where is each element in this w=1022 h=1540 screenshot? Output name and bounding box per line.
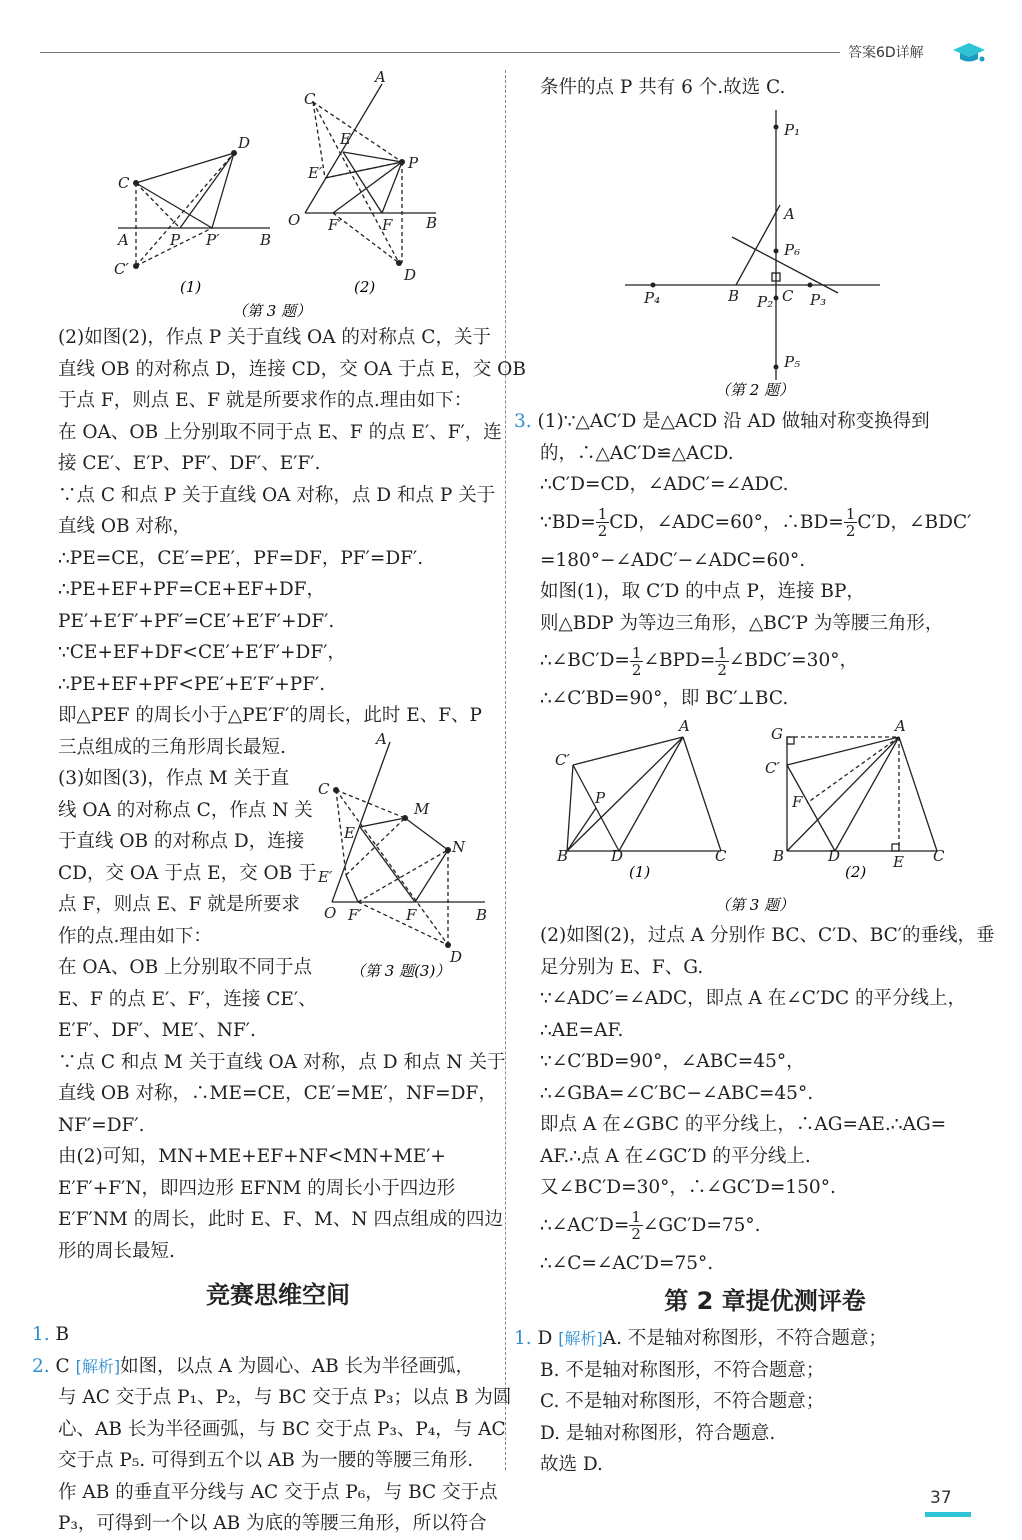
text-line: AF.∴点 A 在∠GC′D 的平分线上. — [540, 1145, 811, 1167]
figure-2-right — [620, 105, 890, 405]
text-span: A. 不是轴对称图形，不符合题意； — [602, 1328, 887, 1349]
text-line: E′F′+F′N，即四边形 EFNM 的周长小于四边形 — [58, 1177, 456, 1199]
text-line: 由(2)可知，MN+ME+EF+NF<MN+ME′+ — [58, 1146, 446, 1167]
text-line: ∴AE=AF. — [540, 1019, 624, 1041]
text-line: (2)如图(2)，过点 A 分别作 BC、C′D、BC′的垂线，垂 — [540, 925, 995, 946]
text-line: 直线 OB 对称，∴ME=CE，CE′=ME′，NF=DF， — [58, 1083, 497, 1104]
column-divider — [505, 70, 506, 1470]
text-line: ∴C′D=CD，∠ADC′=∠ADC. — [540, 474, 789, 495]
svg-text:C: C — [933, 847, 945, 865]
page-number-bar — [925, 1512, 971, 1517]
text-line: 条件的点 P 共有 6 个.故选 C. — [540, 77, 786, 98]
text-span: CD，∠ADC=60°，∴BD= — [609, 511, 844, 533]
fraction-half: $\frac{1}{2}$ — [717, 643, 727, 679]
fig3-right-label-1: (1) — [629, 863, 651, 881]
fig3-label-1: (1) — [180, 278, 202, 296]
header-rule — [40, 52, 840, 53]
text-line: 与 AC 交于点 P₁、P₂，与 BC 交于点 P₃；以点 B 为圆 — [58, 1387, 512, 1408]
text-line: D. 是轴对称图形，符合题意. — [540, 1422, 776, 1444]
svg-text:P₄: P₄ — [644, 289, 661, 307]
svg-text:A: A — [118, 231, 129, 249]
svg-text:E: E — [893, 853, 904, 871]
svg-text:P′: P′ — [206, 231, 220, 249]
svg-text:B: B — [476, 906, 488, 924]
text-line: 心、AB 长为半径画弧，与 BC 交于点 P₃、P₄，与 AC — [58, 1418, 506, 1440]
text-line: 直线 OB 的对称点 D，连接 CD，交 OA 于点 E，交 OB — [58, 358, 526, 380]
q1-answer: B — [55, 1324, 70, 1345]
svg-text:F: F — [406, 906, 417, 924]
text-line: 即△PEF 的周长小于△PE′F′的周长，此时 E、F、P — [58, 705, 482, 726]
svg-text:D: D — [828, 847, 841, 865]
svg-text:E′: E′ — [318, 868, 333, 886]
svg-text:M: M — [414, 800, 430, 818]
q2-first-line: 如图，以点 A 为圆心、AB 长为半径画弧， — [120, 1355, 475, 1377]
text-line: 于点 F，则点 E、F 就是所要求作的点.理由如下： — [58, 390, 473, 411]
svg-text:P₁: P₁ — [784, 121, 801, 139]
svg-text:C: C — [715, 847, 727, 865]
svg-text:C: C — [304, 90, 316, 108]
header-title: 答案6D详解 — [848, 45, 924, 61]
text-line: C. 不是轴对称图形，不符合题意； — [540, 1391, 825, 1412]
r-q1-answer: D — [537, 1328, 553, 1349]
fig2-caption: （第 2 题） — [715, 381, 795, 399]
text-line: ∴PE=CE，CE′=PE′，PF=DF，PF′=DF′. — [58, 547, 424, 569]
svg-text:P: P — [170, 231, 181, 249]
text-line: B. 不是轴对称图形，不符合题意； — [540, 1359, 825, 1381]
text-line: 在 OA、OB 上分别取不同于点 — [58, 957, 313, 978]
svg-text:F: F — [792, 793, 803, 811]
text-line: (2)如图(2)，作点 P 关于直线 OA 的对称点 C，关于 — [58, 327, 491, 348]
svg-text:F′: F′ — [328, 216, 342, 234]
svg-text:B: B — [260, 231, 272, 249]
svg-text:O: O — [324, 904, 337, 922]
text-line: ∴∠GBA=∠C′BC−∠ABC=45°. — [540, 1082, 814, 1104]
text-span: ∵BD= — [540, 511, 596, 533]
text-span: ∴∠BC′D= — [540, 650, 630, 671]
text-line: 则△BDP 为等边三角形，△BC′P 为等腰三角形， — [540, 612, 944, 634]
text-span: ∠BDC′=30°， — [728, 650, 858, 671]
svg-text:G: G — [771, 725, 783, 743]
svg-text:F: F — [382, 216, 393, 234]
text-line: ∴∠C′BD=90°，即 BC′⊥BC. — [540, 688, 789, 709]
text-line: ∴PE+EF+PF=CE+EF+DF， — [58, 579, 326, 600]
fig3-label-2: (2) — [354, 278, 376, 296]
fig3-3-caption: （第 3 题(3)） — [350, 962, 451, 980]
fraction-half: $\frac{1}{2}$ — [845, 505, 856, 540]
text-line: NF′=DF′. — [58, 1114, 145, 1136]
text-line: ∵点 C 和点 P 关于直线 OA 对称，点 D 和点 P 关于 — [58, 484, 496, 506]
section-title-contest: 竞赛思维空间 — [206, 1281, 350, 1309]
svg-text:D: D — [611, 847, 624, 865]
text-line: (3)如图(3)，作点 M 关于直 — [58, 768, 290, 789]
page-number: 37 — [930, 1488, 952, 1508]
mortarboard-icon — [952, 40, 986, 64]
svg-text:P₅: P₅ — [784, 353, 801, 371]
text-line: 又∠BC′D=30°，∴∠GC′D=150°. — [540, 1177, 836, 1198]
text-line: ∴PE+EF+PF<PE′+E′F′+PF′. — [58, 673, 326, 695]
svg-text:A: A — [376, 730, 387, 748]
svg-text:A: A — [679, 717, 690, 735]
text-line: 在 OA、OB 上分别取不同于点 E、F 的点 E′、F′，连 — [58, 421, 502, 443]
text-line: 故选 D. — [540, 1454, 603, 1475]
fig3-right-caption: （第 3 题） — [715, 896, 795, 914]
text-line: 作 AB 的垂直平分线与 AC 交于点 P₆，与 BC 交于点 — [58, 1481, 498, 1503]
svg-text:C′: C′ — [114, 260, 129, 278]
text-line: 如图(1)，取 C′D 的中点 P，连接 BP， — [540, 581, 865, 602]
figure-3-right — [545, 715, 965, 920]
text-span: ∠BPD= — [643, 650, 716, 671]
svg-text:C: C — [118, 174, 130, 192]
text-line: E′F′NM 的周长，此时 E、F、M、N 四点组成的四边 — [58, 1209, 503, 1230]
text-line: 足分别为 E、F、G. — [540, 956, 704, 978]
text-line: ∵CE+EF+DF<CE′+E′F′+DF′， — [58, 642, 346, 663]
text-line: E′F′、DF′、ME′、NF′. — [58, 1020, 256, 1041]
text-span: C′D，∠BDC′ — [857, 511, 972, 533]
right-column-top — [540, 72, 990, 104]
svg-text:B: B — [426, 214, 438, 232]
text-line: 作的点.理由如下： — [58, 925, 212, 947]
text-line: ∵点 C 和点 M 关于直线 OA 对称，点 D 和点 N 关于 — [58, 1051, 506, 1073]
text-line: 的，∴△AC′D≌△ACD. — [540, 442, 734, 464]
r-q1-analysis-tag: [解析] — [558, 1329, 603, 1348]
svg-text:D: D — [238, 134, 251, 152]
text-line: PE′+E′F′+PF′=CE′+E′F′+DF′. — [58, 610, 335, 632]
svg-text:A: A — [895, 717, 906, 735]
fraction-half: $\frac{1}{2}$ — [597, 505, 608, 540]
svg-text:P₃: P₃ — [810, 291, 827, 309]
text-line: 交于点 P₅. 可得到五个以 AB 为一腰的等腰三角形. — [58, 1450, 474, 1471]
svg-text:F′: F′ — [348, 906, 362, 924]
right-column-lower — [514, 920, 995, 1481]
svg-text:B: B — [557, 847, 569, 865]
text-line: 点 F，则点 E、F 就是所要求 — [58, 894, 300, 915]
svg-text:A: A — [784, 205, 795, 223]
text-line: 接 CE′、E′P、PF′、DF′、E′F′. — [58, 453, 321, 474]
text-line: 三点组成的三角形周长最短. — [58, 736, 286, 758]
q3-number: 3. — [514, 411, 532, 432]
svg-text:E′: E′ — [308, 164, 323, 182]
svg-text:O: O — [288, 211, 301, 229]
svg-text:C′: C′ — [765, 759, 780, 777]
right-column — [514, 406, 990, 715]
text-span: ∴∠AC′D= — [540, 1214, 630, 1236]
svg-text:D: D — [404, 266, 417, 284]
text-line: (1)∵△AC′D 是△ACD 沿 AD 做轴对称变换得到 — [537, 411, 930, 432]
svg-text:P₆: P₆ — [784, 241, 801, 259]
q2-number: 2. — [32, 1355, 50, 1377]
text-span: ∠GC′D=75°. — [642, 1214, 761, 1236]
text-line: E、F 的点 E′、F′，连接 CE′、 — [58, 988, 317, 1010]
figure-3-3 — [310, 730, 495, 985]
svg-text:N: N — [452, 838, 466, 856]
q2-analysis-tag: [解析] — [75, 1356, 121, 1376]
svg-text:E: E — [340, 130, 351, 148]
text-line: CD，交 OA 于点 E，交 OB 于 — [58, 862, 317, 884]
svg-text:C: C — [318, 780, 330, 798]
svg-text:P: P — [408, 154, 419, 172]
svg-text:P₂: P₂ — [757, 293, 774, 311]
svg-text:A: A — [375, 70, 386, 86]
fig3-right-label-2: (2) — [845, 863, 867, 881]
text-line: ∵∠ADC′=∠ADC，即点 A 在∠C′DC 的平分线上， — [540, 988, 967, 1009]
text-line: ∵∠C′BD=90°，∠ABC=45°， — [540, 1051, 805, 1072]
text-line: 于直线 OB 的对称点 D，连接 — [58, 831, 305, 852]
figure-3-left — [100, 70, 460, 320]
svg-text:B: B — [728, 287, 740, 305]
q2-answer: C — [55, 1355, 70, 1377]
fraction-half: $\frac{1}{2}$ — [631, 643, 642, 679]
svg-text:C′: C′ — [555, 751, 570, 769]
svg-text:E: E — [344, 824, 355, 842]
svg-text:P: P — [595, 789, 606, 807]
fraction-half: $\frac{1}{2}$ — [631, 1208, 641, 1243]
q1-number: 1. — [32, 1324, 50, 1345]
fig3-caption: （第 3 题） — [232, 302, 312, 320]
svg-text:C: C — [782, 287, 794, 305]
svg-text:D: D — [450, 948, 463, 966]
text-line: 直线 OB 对称， — [58, 516, 192, 537]
text-line: ∴∠C=∠AC′D=75°. — [540, 1252, 714, 1274]
text-line: 即点 A 在∠GBC 的平分线上，∴AG=AE.∴AG= — [540, 1114, 947, 1135]
section-title-chapter2: 第 2 章提优测评卷 — [664, 1287, 866, 1315]
text-line: 形的周长最短. — [58, 1240, 175, 1262]
r-q1-number: 1. — [514, 1328, 532, 1349]
text-line: 线 OA 的对称点 C，作点 N 关 — [58, 799, 313, 821]
text-line: =180°−∠ADC′−∠ADC=60°. — [540, 549, 806, 571]
svg-text:B: B — [773, 847, 785, 865]
text-line: P₃，可得到一个以 AB 为底的等腰三角形，所以符合 — [58, 1513, 487, 1534]
